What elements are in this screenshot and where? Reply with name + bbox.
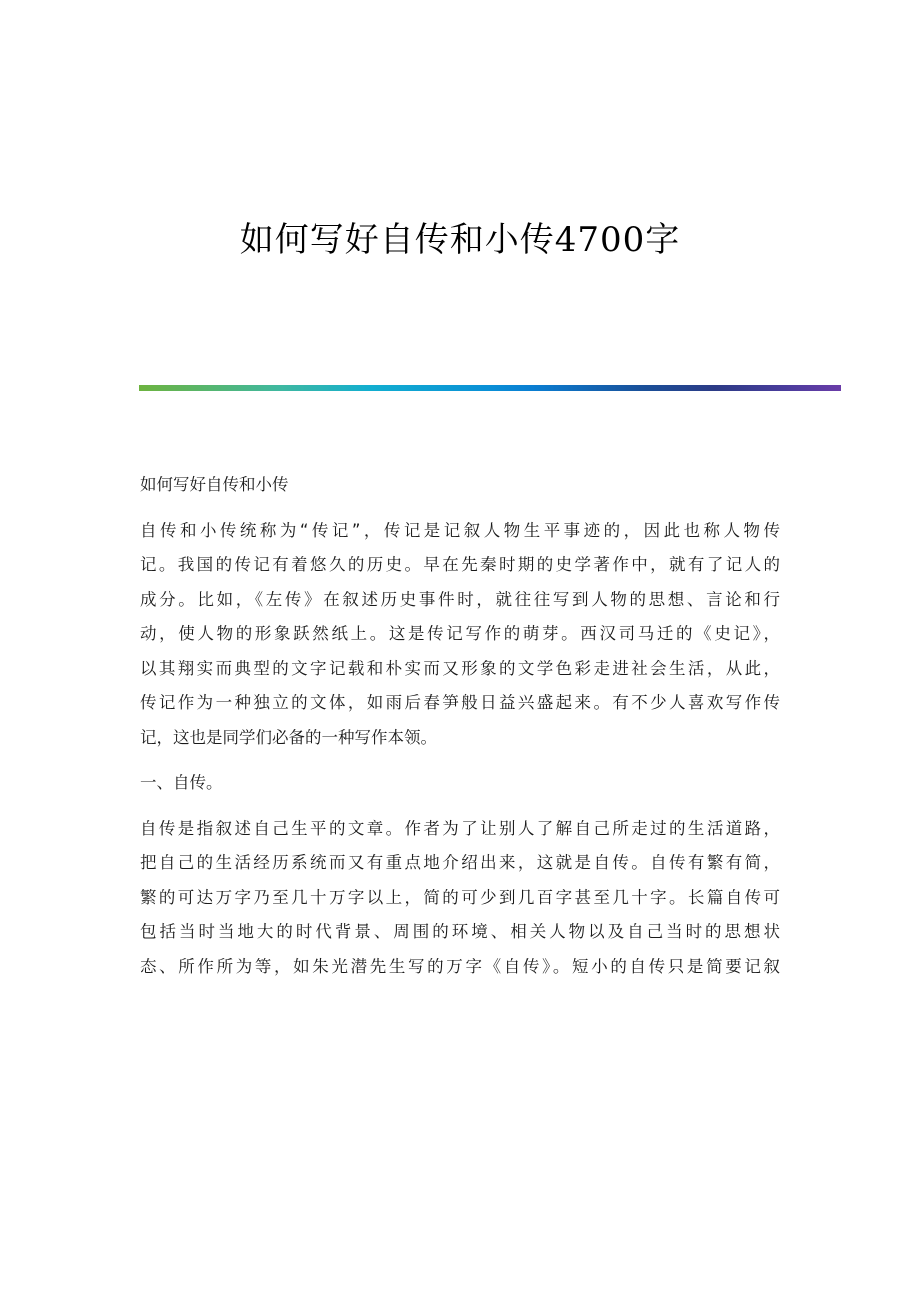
text-line: 如何写好自传和小传 [140,475,289,494]
text-line: 自传和小传统称为“传记”，传记是记叙人物生平事迹的，因此也称人物传 [140,520,780,540]
text-line: 动，使人物的形象跃然纸上。这是传记写作的萌芽。西汉司马迁的《史记》， [140,624,780,643]
autobiography-paragraph [140,812,780,985]
text-line: 自传是指叙述自己生平的文章。作者为了让别人了解自己所走过的生活道路， [140,818,780,838]
text-line: 态、所作所为等，如朱光潜先生写的万字《自传》。短小的自传只是简要记叙 [140,956,780,976]
text-line: 记，这也是同学们必备的一种写作本领。 [140,727,437,747]
section-heading [140,468,780,503]
intro-paragraph [140,514,780,756]
text-line: 以其翔实而典型的文字记载和朴实而又形象的文学色彩走进社会生活，从此， [140,658,780,678]
document-body [140,468,780,984]
text-line: 包括当时当地大的时代背景、周围的环境、相关人物以及自己当时的思想状 [140,922,780,941]
gradient-divider [139,385,841,391]
text-line: 传记作为一种独立的文体，如雨后春笋般日益兴盛起来。有不少人喜欢写作传 [140,693,780,712]
text-line: 成分。比如，《左传》在叙述历史事件时，就往往写到人物的思想、言论和行 [140,589,780,609]
text-line: 一、自传。 [140,773,223,792]
text-line: 记。我国的传记有着悠久的历史。早在先秦时期的史学著作中，就有了记人的 [140,555,780,574]
text-line: 把自己的生活经历系统而又有重点地介绍出来，这就是自传。自传有繁有简， [140,853,780,872]
subsection-heading [140,766,780,801]
text-line: 繁的可达万字乃至几十万字以上，简的可少到几百字甚至几十字。长篇自传可 [140,887,780,907]
document-title: 如何写好自传和小传4700字 [239,220,681,260]
